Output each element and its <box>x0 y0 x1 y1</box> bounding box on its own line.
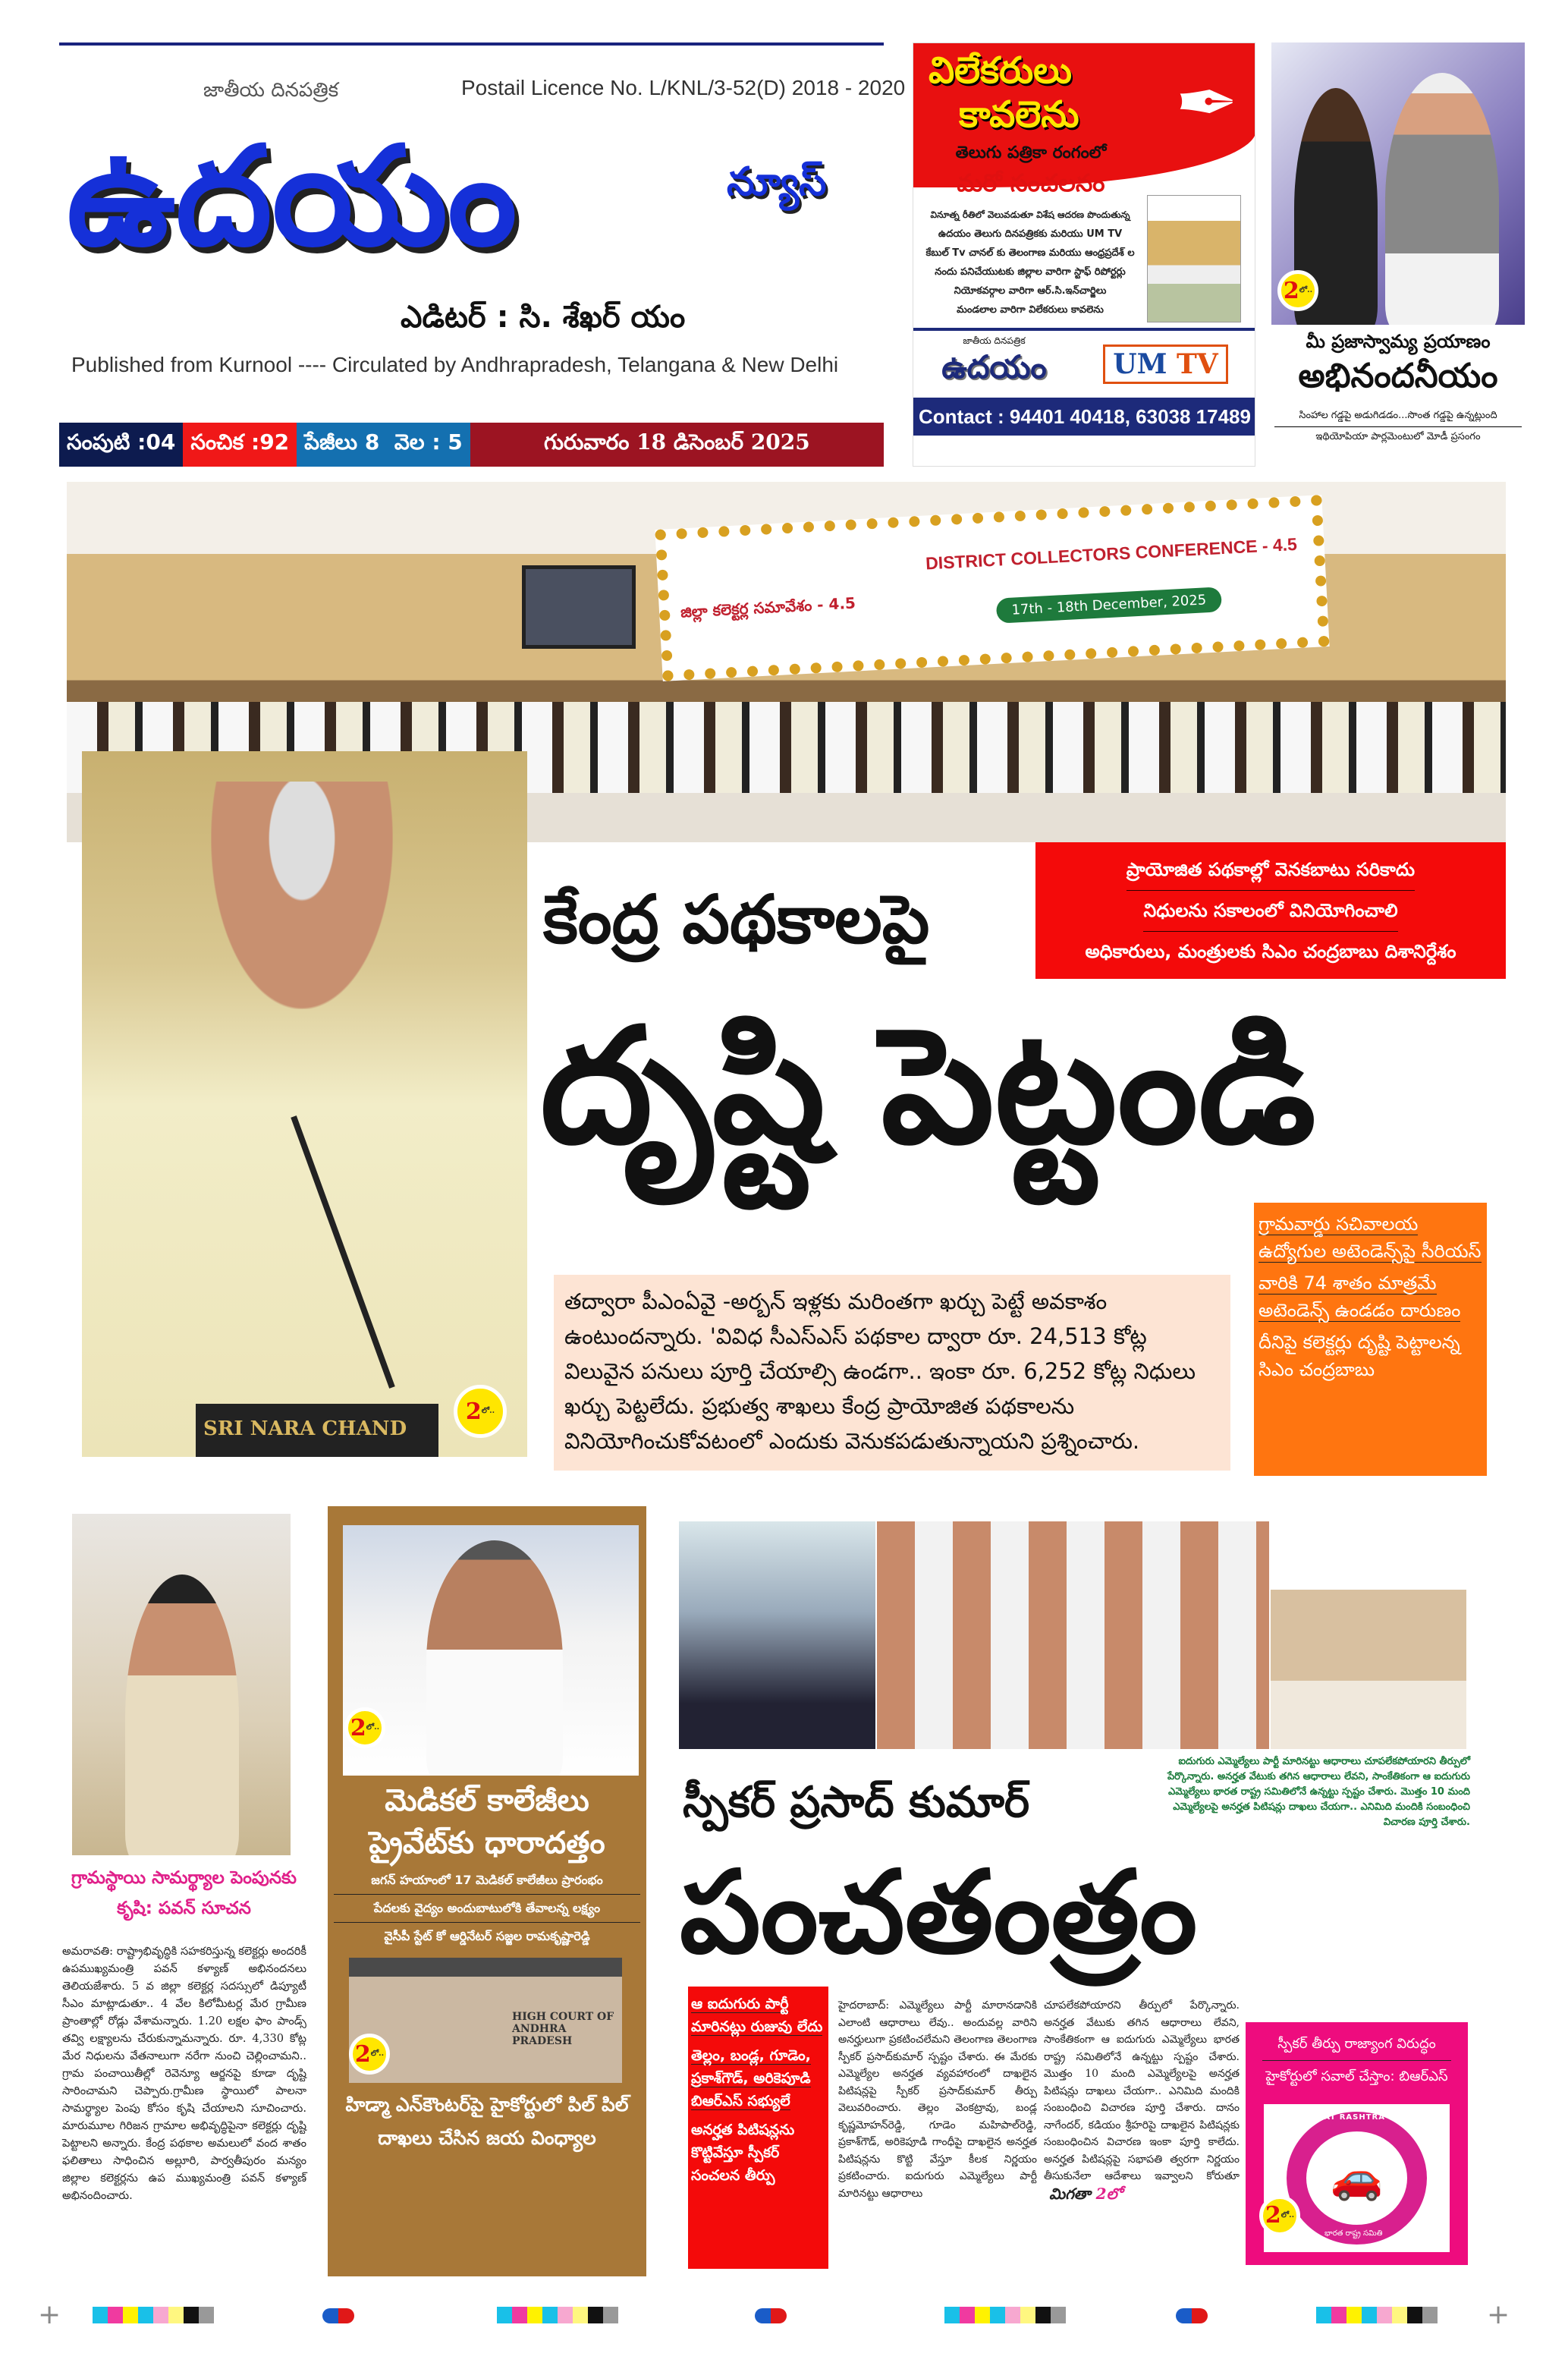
ad-body-line: నియోకవర్గాల వారిగా ఆర్.సి.ఇన్‌చార్జిలు <box>954 285 1107 297</box>
brs-line: హైకోర్టులో సవాల్ చేస్తాం: బిఆర్ఎస్ <box>1265 2068 1448 2084</box>
mla-photo-collage <box>679 1521 1468 1749</box>
tv-screen <box>522 565 636 649</box>
ad-body-line: ఉదయం తెలుగు దినపత్రికకు మరియు UM TV <box>938 228 1123 240</box>
page-2-badge: 2 లో.. <box>349 2034 390 2075</box>
sidebar-line: దీనిపై కలెక్టర్లు దృష్టి పెట్టాలన్న సిఎం చంద్రబాబు <box>1258 1332 1460 1380</box>
highlight-line: తెల్లం, బండ్ల, గూడెం, ప్రకాశ్‌గౌడ్, అరికెపూడి బిఆర్ఎస్ సభ్యులే <box>691 2047 811 2109</box>
nameplate: SRI NARA CHAND <box>196 1404 438 1457</box>
modi-subhead-2: ఇథియోపియా పార్లమెంటులో మోడీ ప్రసంగం <box>1315 431 1481 442</box>
volume: సంపుటి :04 <box>59 423 183 467</box>
medical-subhead: పేదలకు వైద్యం అందుబాటులోకి తేవాలన్న లక్ష్యం <box>334 1895 640 1923</box>
highlight-line: నిధులను సకాలంలో వినియోగించాలి <box>1143 891 1397 932</box>
lead-kicker: కేంద్ర పథకాలపై <box>543 880 930 958</box>
pawan-body: అమరావతి: రాష్ట్రాభివృద్ధికి సహకరిస్తున్న కలెక్టర్లు అందరికీ ఉపముఖ్యమంత్రి పవన్ కళ్యాణ్ అభినందనలు తెలియజేశారు. 5 వ జిల్లా కలెక్టర్ల సదస్సులో డిప్యూటీ సీఎం మాట్లాడుతూ.. 4 వేల కిలోమీటర్ల మేర గ్రామీణ ప్రాంతాల్లో రోడ్లు వేశామన్నారు. 1.20 లక్షల ఫాం పాండ్స్ తవ్వి లక్ష్యాలను చేరుకున్నామన్నారు. రూ. 4,330 కోట్ల మేర నిధులను వేతనాలుగా నరేగా నుంచి చెల్లించామని.. గ్రామ పంచాయితీల్లో రెవెన్యూ ఆర్జనపై కూడా దృష్టి సారించామని చెప్పారు.గ్రామీణ స్థాయిలో పాలనా సామర్థ్యాల పెంపు కోసం కృషి చేయాలని సూచించారు. మారుమూల గిరిజన గ్రామాల అభివృద్ధిపైనా కలెక్టర్లు దృష్టి పెట్టాలని అన్నారు. కేంద్ర పథకాల అమలులో వంద శాతం ఫలితాలు సాధించిన అల్లూరి, పార్వతీపురం మన్యం జిల్లాల కలెక్టర్లను ఉప ముఖ్యమంత్రి పవన్ కళ్యాణ్ అభినందించారు. <box>62 1945 306 2202</box>
speaker-body-text: చూపలేకపోయారని తీర్పులో పేర్కొన్నారు. అనర్హత వేటుకు తగిన ఆధారాలు లేవని, సాంకేతికంగా ఆ ఐదుగురు ఎమ్మెల్యేలు భారత రాష్ట్ర సమితిలోనే ఉన్నట్టు స్పష్టం చేశారు. మొత్తం 10 మంది ఎమ్మెల్యేలపై అనర్హత పిటిషన్లు దాఖలు చేయగా.. ఎనిమిది మందికి సంబంధించి విచారణ పూర్తి చేశారు. దానం నాగేందర్, కడియం శ్రీహరిపై దాఖలైన పిటిషన్లకు సంబంధించిన విచారణ ఇంకా పూర్తి కాలేదు. అనర్హత పిటిషన్లపై సభాపతి త్వరగా నిర్ణయం తీసుకునేలా ఆదేశాలు ఇవ్వాలని కోరుతూ <box>1044 1999 1240 2182</box>
ad-body-line: మండలాల వారిగా విలేకరులు కావలెను <box>957 304 1104 316</box>
banner-english: DISTRICT COLLECTORS CONFERENCE - 4.5 <box>925 533 1298 574</box>
speaker-summary: ఐదుగురు ఎమ్మెల్యేలు పార్టీ మారినట్టు ఆధారాలు చూపలేకపోయారని తీర్పులో పేర్కొన్నారు. అనర్హత వేటుకు తగిన ఆధారాలు లేవని, సాంకేతికంగా ఆ ఐదుగురు ఎమ్మెల్యేలు భారత రాష్ట్ర సమితిలోనే ఉన్నట్టు స్పష్టం చేశారు. మొత్తం 10 మంది ఎమ్మెల్యేలపై అనర్హత పిటిషన్లు దాఖలు చేయగా.. ఎనిమిది మందికి సంబంధించి విచారణ పూర్తి చేశారు. <box>1167 1756 1470 1828</box>
newspaper-thumbnail-image <box>1147 195 1241 322</box>
umtv-tv: TV <box>1177 348 1218 380</box>
masthead <box>59 42 906 467</box>
lead-headline: దృష్టి పెట్టండి <box>540 993 1316 1179</box>
issue-info-bar <box>59 423 884 467</box>
brs-logo-text-en: BHARAT RASHTRA SAMITHI <box>1297 2113 1430 2122</box>
medical-headline: మెడికల్ కాలేజీలు ప్రైవేట్‌కు ధారాదత్తం <box>369 1783 605 1861</box>
ad-subtitle: తెలుగు పత్రికా రంగంలో <box>955 143 1107 162</box>
speaker-body-col2 <box>1044 1997 1240 2204</box>
banner-telugu: జిల్లా కలెక్టర్ల సమావేశం - 4.5 <box>680 593 856 621</box>
modi-headline-small: మీ ప్రజాస్వామ్య ప్రయాణం <box>1306 331 1491 352</box>
page-count-price <box>297 423 470 467</box>
sajjala-photo <box>343 1525 639 1776</box>
color-bar <box>93 2307 214 2323</box>
newspaper-logo: ఉదయం <box>67 118 517 276</box>
ad-subtitle-highlight: మరో సంచలనం <box>957 168 1105 197</box>
medical-subhead: వైసీపీ స్టేట్ కో ఆర్డినేటర్ సజ్జల రామకృష్ణారెడ్డి <box>384 1929 590 1943</box>
medical-subheads <box>334 1867 640 1950</box>
page-2-badge: 2 లో.. <box>344 1707 385 1748</box>
newspaper-logo-suffix: న్యూస్ <box>727 159 827 205</box>
color-bar <box>944 2307 1066 2323</box>
issue-number: సంచిక :92 <box>183 423 297 467</box>
lead-body: తద్వారా పీఎంఏవై -అర్బన్ ఇళ్లకు మరింతగా ఖర్చు పెట్టే అవకాశం ఉంటుందన్నారు. 'వివిధ సీఎస్ఎస్ పథకాల ద్వారా రూ. 24,513 కోట్ల విలువైన పనులు పూర్తి చేయాల్సి ఉండగా.. ఇంకా రూ. 6,252 కోట్ల నిధులు ఖర్చు పెట్టలేదు. ప్రభుత్వ శాఖలు కేంద్ర ప్రాయోజిత పథకాలను వినియోగించుకోవటంలో ఎందుకు వెనుకపడుతున్నాయని ప్రశ్నించారు. <box>554 1275 1230 1471</box>
high-court-sign: HIGH COURT OF ANDHRA PRADESH <box>512 2011 614 2047</box>
portrait-head <box>211 782 393 1009</box>
issue-date: గురువారం 18 డిసెంబర్ 2025 <box>543 429 810 455</box>
ad-body-line: కేబుల్ Tv చానల్ కు తెలంగాణ మరియు ఆంధ్రప్రదేశ్ ల <box>925 247 1135 259</box>
banner-date: 17th - 18th December, 2025 <box>996 587 1222 623</box>
speaker-headline: పంచతంత్రం <box>680 1847 1198 1979</box>
ad-title-line2: కావలెను <box>959 93 1079 136</box>
modi-subhead: సింహాల గడ్డపై అడుగిడడం...సొంత గడ్డపై ఉన్నట్లుంది <box>1274 410 1522 427</box>
car-icon: 🚗 <box>1330 2153 1384 2203</box>
brs-reaction-box <box>1246 2022 1468 2265</box>
price: వెల : 5 <box>394 429 463 455</box>
page-2-badge: 2 లో.. <box>1277 270 1318 311</box>
pawan-headline: గ్రామస్థాయి సామర్థ్యాల పెంపునకు కృషి: పవన్ సూచన <box>71 1868 297 1918</box>
ad-footer-tagline: జాతీయ దినపత్రిక <box>963 335 1026 346</box>
registration-pill <box>322 2308 354 2323</box>
modi-handshake-photo <box>1271 42 1525 325</box>
supreme-court-photo <box>1271 1521 1469 1749</box>
brs-line: స్పీకర్ తీర్పు రాజ్యాంగ విరుద్ధం <box>1262 2028 1451 2061</box>
brs-logo-text-te: భారత రాష్ట్ర సమితి <box>1324 2229 1383 2238</box>
modi-headline: అభినందనీయం <box>1298 357 1498 395</box>
pawan-kalyan-photo <box>72 1514 291 1855</box>
highlight-line: అనర్హత పిటిషన్లను కొట్టివేస్తూ స్పీకర్ సంచలన తీర్పు <box>691 2122 795 2184</box>
highlight-line: ప్రాయోజిత పథకాల్లో వెనకబాటు సరికాదు <box>1127 850 1415 891</box>
ad-title-line1: విలేకరులు <box>929 49 1072 92</box>
registration-mark: + <box>1487 2299 1510 2330</box>
registration-pill <box>1176 2308 1208 2323</box>
speaker-kicker: స్పీకర్ ప్రసాద్ కుమార్ <box>683 1778 1030 1827</box>
color-bar <box>1316 2307 1438 2323</box>
speaker-photo <box>679 1521 877 1749</box>
registration-mark: + <box>38 2299 61 2330</box>
conference-banner <box>655 495 1329 681</box>
umtv-logo <box>1103 344 1228 384</box>
umtv-um: UM <box>1113 348 1167 380</box>
hidma-headline: హిడ్మా ఎన్‌కౌంటర్‌పై హైకోర్టులో పిల్ పిల్ దాఖలు చేసిన జయ వింధ్యాల <box>345 2094 629 2149</box>
ad-footer-logo-text: ఉదయం <box>941 348 1047 385</box>
sidebar-line: గ్రామవార్డు సచివాలయ ఉద్యోగుల అటెండెన్స్‌పై సీరియస్ <box>1258 1213 1482 1262</box>
ad-body-line: నందు పనిచేయుటకు జిల్లాల వారిగా స్టాఫ్ రిపోర్టర్లు <box>935 266 1126 278</box>
highlight-line: ఆ ఐదుగురు పార్టీ మారినట్లు రుజువు లేదు <box>691 1996 823 2035</box>
medical-subhead: జగన్ హయాంలో 17 మెడికల్ కాలేజీలు ప్రారంభం <box>334 1867 640 1895</box>
page-count: పేజీలు 8 <box>304 429 380 455</box>
high-court-photo <box>349 1958 622 2083</box>
lead-highlights-box <box>1035 842 1506 979</box>
brs-logo <box>1264 2104 1450 2252</box>
sidebar-line: వారికి 74 శాతం మాత్రమే అటెండెన్స్ ఉండడం దారుణం <box>1258 1273 1461 1321</box>
speaker-body-col1: హైదరాబాద్: ఎమ్మెల్యేలు పార్టీ మారానడానికి ఎలాంటి ఆధారాలు లేవు.. అందువల్ల వారిని అనర్హులుగా ప్రకటించలేమని తెలంగాణ తెలంగాణ స్పీకర్ ప్రసాద్‌కుమార్ స్పష్టం చేశారు. ఈ మేరకు ఎమ్మెల్యేల అనర్హత వ్యవహారంలో దాఖలైన పిటిషన్లపై స్పీకర్ ప్రసాద్‌కుమార్ తీర్పు వెలువరించారు. తెల్లం వెంకట్రావు, బండ్ల కృష్ణమోహన్‌రెడ్డి, గూడెం మహిపాల్‌రెడ్డి, ప్రకాశ్‌గౌడ్, అరికెపూడి గాంధీపై దాఖలైన అనర్హత పిటిషన్లను కొట్టి వేస్తూ కీలక నిర్ణయం ప్రకటించారు. ఐదుగురు ఎమ్మెల్యేలు పార్టీ మారినట్టు ఆధారాలు <box>838 1999 1037 2200</box>
masthead-tagline: జాతీయ దినపత్రిక <box>203 79 339 102</box>
ad-footer-logos <box>913 328 1255 398</box>
ad-footer-logo <box>941 335 1046 394</box>
registration-pill <box>755 2308 787 2323</box>
mla-portraits <box>877 1521 1271 1749</box>
chandrababu-photo <box>82 751 527 1457</box>
speaker-highlights-box <box>688 1987 828 2269</box>
page-2-badge: 2 లో.. <box>454 1385 507 1438</box>
reporters-wanted-ad <box>913 42 1255 467</box>
color-bar <box>497 2307 618 2323</box>
attendance-sidebar <box>1254 1203 1487 1476</box>
editor-line: ఎడిటర్ : సి. శేఖర్ యం <box>401 300 686 335</box>
microphone <box>291 1115 394 1389</box>
ad-body-line: వినూత్న రీతిలో వెలువడుతూ విశేష ఆదరణ పొందుతున్న <box>930 209 1130 220</box>
ad-contact: Contact : 94401 40418, 63038 17489 <box>913 398 1255 436</box>
postal-licence: Postail Licence No. L/KNL/3-52(D) 2018 - 2020 <box>461 76 906 99</box>
continued-link[interactable]: మిగతా 2లో <box>1048 2184 1123 2203</box>
page-2-badge: 2 లో.. <box>1259 2195 1300 2236</box>
feather-quill-icon: ✒ <box>1175 58 1239 147</box>
highlight-line: అధికారులు, మంత్రులకు సిఎం చంద్రబాబు దిశానిర్దేశం <box>1085 941 1456 962</box>
ad-body <box>918 206 1142 319</box>
published-line: Published from Kurnool ---- Circulated by Andhrapradesh, Telangana & New Delhi <box>71 353 839 376</box>
